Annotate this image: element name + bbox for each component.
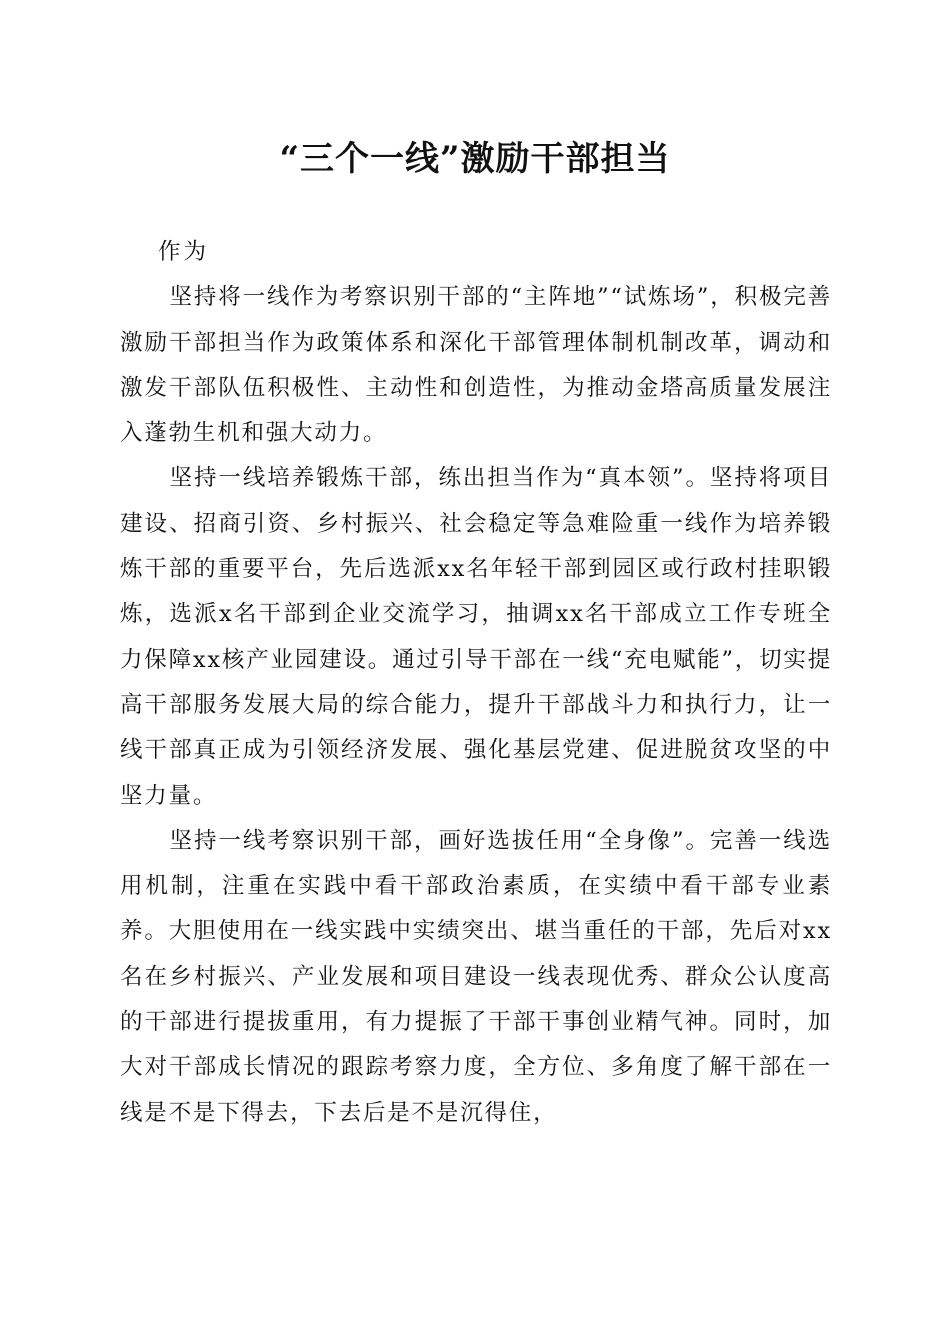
document-body xyxy=(120,230,832,1136)
paragraph-3: 坚持一线考察识别干部，画好选拔任用“全身像”。完善一线选用机制，注重在实践中看干部政治素质，在实绩中看干部专业素养。大胆使用在一线实践中实绩突出、堪当重任的干部，先后对xx名在乡村振兴、产业发展和项目建设一线表现优秀、群众公认度高的干部进行提拔重用，有力提振了干部干事创业精气神。同时，加大对干部成长情况的跟踪考察力度，全方位、多角度了解干部在一线是不是下得去，下去后是不是沉得住， xyxy=(120,827,832,1126)
paragraph-2: 坚持一线培养锻炼干部，练出担当作为“真本领”。坚持将项目建设、招商引资、乡村振兴、社会稳定等急难险重一线作为培养锻炼干部的重要平台，先后选派xx名年轻干部到园区或行政村挂职锻炼，选派x名干部到企业交流学习，抽调xx名干部成立工作专班全力保障xx核产业园建设。通过引导干部在一线“充电赋能”，切实提高干部服务发展大局的综合能力，提升干部战斗力和执行力，让一线干部真正成为引领经济发展、强化基层党建、促进脱贫攻坚的中坚力量。 xyxy=(120,465,832,809)
document-title: “三个一线”激励干部担当 xyxy=(279,139,671,179)
author-line: 作为 xyxy=(158,239,210,265)
paragraph-1: 坚持将一线作为考察识别干部的“主阵地”“试炼场”，积极完善激励干部担当作为政策体系和深化干部管理体制机制改革，调动和激发干部队伍积极性、主动性和创造性，为推动金塔高质量发展注入蓬勃生机和强大动力。 xyxy=(120,284,832,447)
